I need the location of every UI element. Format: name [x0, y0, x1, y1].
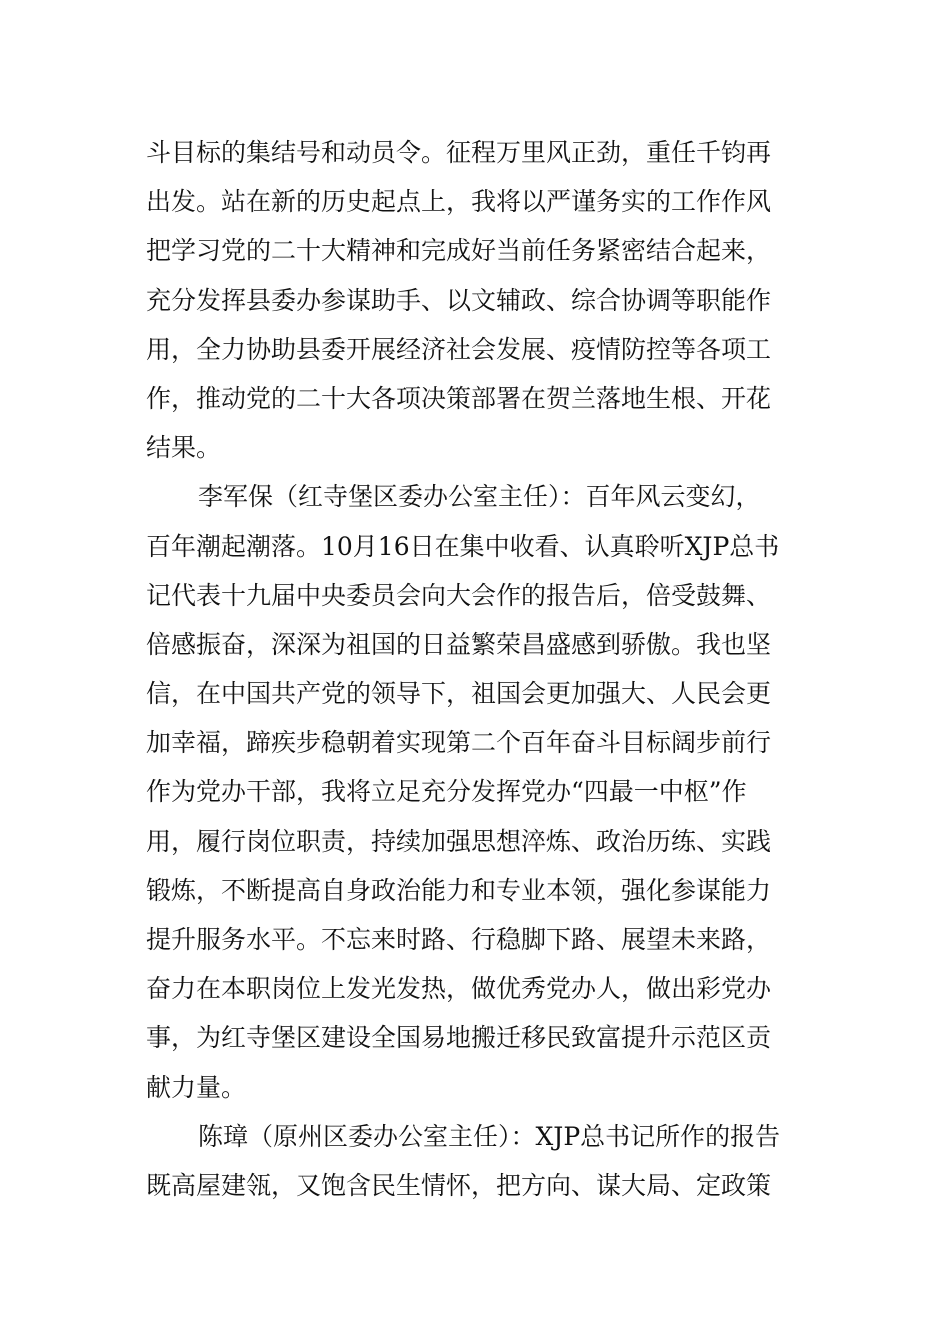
paragraph-first-line: 陈璋（原州区委办公室主任）：XJP总书记所作的报告	[198, 1121, 781, 1151]
text-line: 提升服务水平。不忘来时路、行稳脚下路、展望未来路，	[146, 925, 772, 954]
text-line: 锻炼，不断提高自身政治能力和专业本领，强化参谋能力	[146, 875, 772, 905]
paragraph-first-line: 李军保（红寺堡区委办公室主任）：百年风云变幻，	[198, 482, 761, 512]
text-line: 奋力在本职岗位上发光发热，做优秀党办人，做出彩党办	[146, 974, 772, 1004]
text-line: 把学习党的二十大精神和完成好当前任务紧密结合起来，	[146, 236, 772, 266]
text-line: 既高屋建瓴，又饱含民生情怀，把方向、谋大局、定政策	[146, 1170, 772, 1200]
text-line: 用，履行岗位职责，持续加强思想淬炼、政治历练、实践	[146, 826, 772, 856]
text-line: 信，在中国共产党的领导下，祖国会更加强大、人民会更	[146, 679, 772, 709]
text-line: 充分发挥县委办参谋助手、以文辅政、综合协调等职能作	[146, 285, 772, 315]
text-line: 作为党办干部，我将立足充分发挥党办“四最一中枢”作	[146, 777, 747, 807]
text-line: 斗目标的集结号和动员令。征程万里风正劲，重任千钧再	[146, 138, 772, 167]
text-line: 加幸福，蹄疾步稳朝着实现第二个百年奋斗目标阔步前行	[146, 728, 772, 758]
text-line: 事，为红寺堡区建设全国易地搬迁移民致富提升示范区贡	[146, 1023, 772, 1053]
text-line: 百年潮起潮落。10月16日在集中收看、认真聆听XJP总书	[146, 531, 780, 561]
text-line: 出发。站在新的历史起点上，我将以严谨务实的工作作风	[146, 187, 772, 217]
body-text	[146, 128, 806, 1210]
text-line: 倍感振奋，深深为祖国的日益繁荣昌盛感到骄傲。我也坚	[146, 629, 772, 659]
text-line: 作，推动党的二十大各项决策部署在贺兰落地生根、开花	[146, 383, 772, 413]
text-line: 用，全力协助县委开展经济社会发展、疫情防控等各项工	[146, 334, 772, 364]
text-line: 结果。	[146, 433, 222, 463]
text-line: 记代表十九届中央委员会向大会作的报告后，倍受鼓舞、	[146, 580, 772, 610]
text-line: 献力量。	[146, 1072, 247, 1102]
